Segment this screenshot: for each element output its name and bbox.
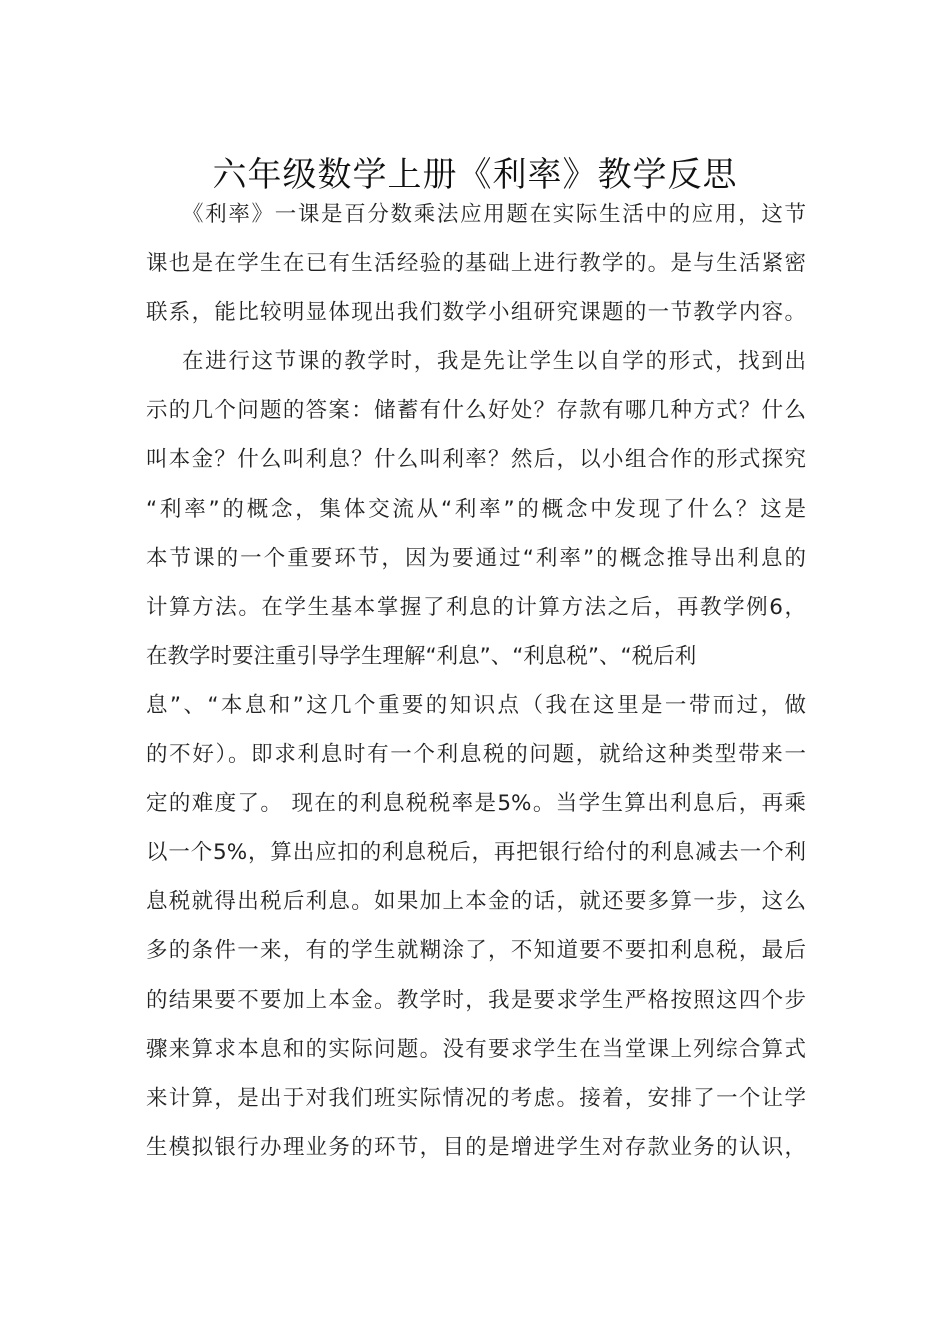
body-line: 息税就得出税后利息。如果加上本金的话，就还要多算一步，这么 <box>146 889 806 915</box>
body-line: “利率”的概念，集体交流从“利率”的概念中发现了什么？这是 <box>146 496 806 522</box>
body-line: 在进行这节课的教学时，我是先让学生以自学的形式，找到出 <box>182 349 806 375</box>
body-line: 以一个5%，算出应扣的利息税后，再把银行给付的利息减去一个利 <box>146 840 806 866</box>
body-line: 在教学时要注重引导学生理解“利息”、“利息税”、“税后利 <box>146 643 697 669</box>
document-body <box>146 199 806 1181</box>
body-line: 《利率》一课是百分数乘法应用题在实际生活中的应用，这节 <box>182 202 806 227</box>
body-line: 课也是在学生在已有生活经验的基础上进行教学的。是与生活紧密 <box>146 251 806 277</box>
body-line: 联系，能比较明显体现出我们数学小组研究课题的一节教学内容。 <box>146 300 806 326</box>
body-line: 多的条件一来，有的学生就糊涂了，不知道要不要扣利息税，最后 <box>146 938 806 964</box>
body-line: 本节课的一个重要环节，因为要通过“利率”的概念推导出利息的 <box>146 545 806 571</box>
body-line: 示的几个问题的答案：储蓄有什么好处？存款有哪几种方式？什么 <box>146 398 806 424</box>
document-title: 六年级数学上册《利率》教学反思 <box>212 154 738 195</box>
body-line: 叫本金？什么叫利息？什么叫利率？然后，以小组合作的形式探究 <box>146 447 806 473</box>
body-line: 的结果要不要加上本金。教学时，我是要求学生严格按照这四个步 <box>146 987 806 1013</box>
body-line: 骤来算求本息和的实际问题。没有要求学生在当堂课上列综合算式 <box>146 1036 806 1062</box>
body-line: 定的难度了。 现在的利息税税率是5%。当学生算出利息后，再乘 <box>146 791 806 817</box>
body-line: 生模拟银行办理业务的环节，目的是增进学生对存款业务的认识， <box>146 1134 806 1160</box>
body-line: 来计算，是出于对我们班实际情况的考虑。接着，安排了一个让学 <box>146 1085 806 1111</box>
body-line: 计算方法。在学生基本掌握了利息的计算方法之后，再教学例6， <box>146 594 806 620</box>
body-line: 的不好）。即求利息时有一个利息税的问题，就给这种类型带来一 <box>146 742 806 768</box>
body-line: 息”、“本息和”这几个重要的知识点（我在这里是一带而过，做 <box>146 692 806 718</box>
